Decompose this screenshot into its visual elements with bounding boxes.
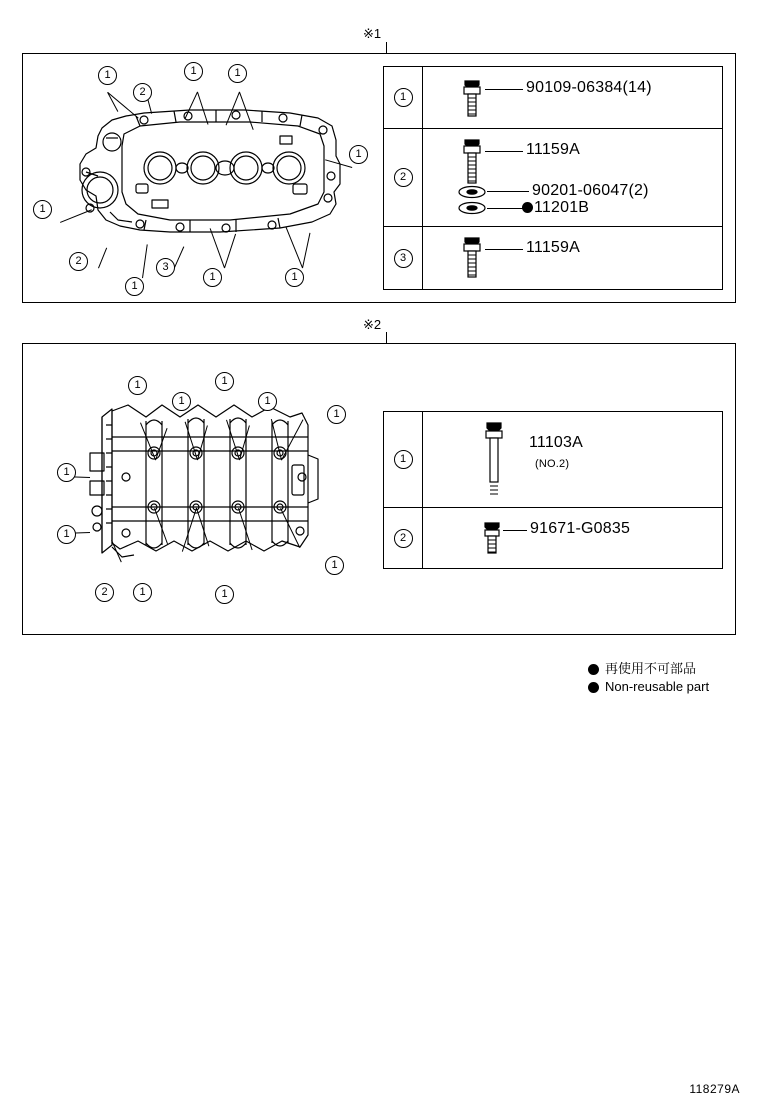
washer-icon <box>457 201 487 215</box>
legend-row-body <box>423 412 722 507</box>
legend-row-number-cell <box>384 508 423 568</box>
callout-1-a: 1 <box>98 66 117 85</box>
cylinder-block-drawing <box>50 395 370 580</box>
bolt-icon <box>481 420 507 498</box>
legend-row-number-cell <box>384 67 423 128</box>
non-reusable-dot-icon <box>588 664 599 675</box>
bolt-icon <box>459 77 485 121</box>
legend-row <box>384 227 722 289</box>
part-number: 91671-G0835 <box>530 520 631 537</box>
bolt-icon <box>459 137 485 189</box>
bolt-icon <box>481 520 503 556</box>
washer-icon <box>457 185 487 199</box>
section-2-marker: ※2 <box>363 317 382 332</box>
section-1-marker: ※1 <box>363 26 382 41</box>
legend-lead-line <box>487 208 525 209</box>
part-number: 11201B <box>534 199 590 216</box>
legend-lead-line <box>485 151 523 152</box>
part-number: 11159A <box>526 141 580 158</box>
legend-row-number-cell <box>384 227 423 289</box>
bolt-icon <box>459 235 485 283</box>
callout-2-i: 1 <box>133 583 152 602</box>
figure-code: 118279A <box>689 1082 740 1096</box>
part-note: (NO.2) <box>535 458 570 470</box>
legend-number: 2 <box>394 529 413 548</box>
note-line-japanese <box>588 660 748 678</box>
callout-2-k: 1 <box>325 556 344 575</box>
callout-2-d: 1 <box>258 392 277 411</box>
callout-1-k: 1 <box>285 268 304 287</box>
callout-2-a: 1 <box>128 376 147 395</box>
legend-row <box>384 129 722 227</box>
note-text-japanese: 再使用不可部品 <box>605 661 697 676</box>
legend-number: 1 <box>394 450 413 469</box>
callout-2-g: 1 <box>57 525 76 544</box>
part-number-non-reusable <box>522 199 589 217</box>
legend-row-number-cell <box>384 129 423 226</box>
part-number: 90109-06384(14) <box>526 79 652 96</box>
legend-lead-line <box>503 530 527 531</box>
callout-1-d: 2 <box>133 83 152 102</box>
legend-lead-line <box>487 191 529 192</box>
callout-1-c: 1 <box>228 64 247 83</box>
section-1-legend <box>383 66 723 290</box>
legend-row-body <box>423 227 722 289</box>
legend-lead-line <box>485 89 523 90</box>
legend-number: 1 <box>394 88 413 107</box>
callout-1-h: 3 <box>156 258 175 277</box>
callout-2-b: 1 <box>172 392 191 411</box>
legend-row-body <box>423 67 722 128</box>
callout-2-c: 1 <box>215 372 234 391</box>
non-reusable-note <box>588 660 748 696</box>
legend-row <box>384 508 722 568</box>
non-reusable-dot-icon <box>522 202 533 213</box>
callout-2-h: 2 <box>95 583 114 602</box>
legend-number: 3 <box>394 249 413 268</box>
legend-row <box>384 67 722 129</box>
callout-1-e: 1 <box>349 145 368 164</box>
note-text-english: Non-reusable part <box>605 679 710 694</box>
part-number: 11159A <box>526 239 580 256</box>
callout-2-e: 1 <box>327 405 346 424</box>
callout-2-f: 1 <box>57 463 76 482</box>
legend-number: 2 <box>394 168 413 187</box>
legend-lead-line <box>485 249 523 250</box>
legend-row-body <box>423 129 722 226</box>
legend-row-number-cell <box>384 412 423 507</box>
callout-1-f: 1 <box>33 200 52 219</box>
legend-row <box>384 412 722 508</box>
legend-row-body <box>423 508 722 568</box>
callout-1-g: 2 <box>69 252 88 271</box>
part-number: 90201-06047(2) <box>532 182 649 199</box>
callout-1-j: 1 <box>203 268 222 287</box>
part-number: 11103A <box>529 434 583 451</box>
section-2-legend <box>383 411 723 569</box>
callout-2-j: 1 <box>215 585 234 604</box>
callout-1-i: 1 <box>125 277 144 296</box>
callout-1-b: 1 <box>184 62 203 81</box>
non-reusable-dot-icon <box>588 682 599 693</box>
cylinder-head-drawing <box>40 80 370 290</box>
note-line-english <box>588 678 748 696</box>
